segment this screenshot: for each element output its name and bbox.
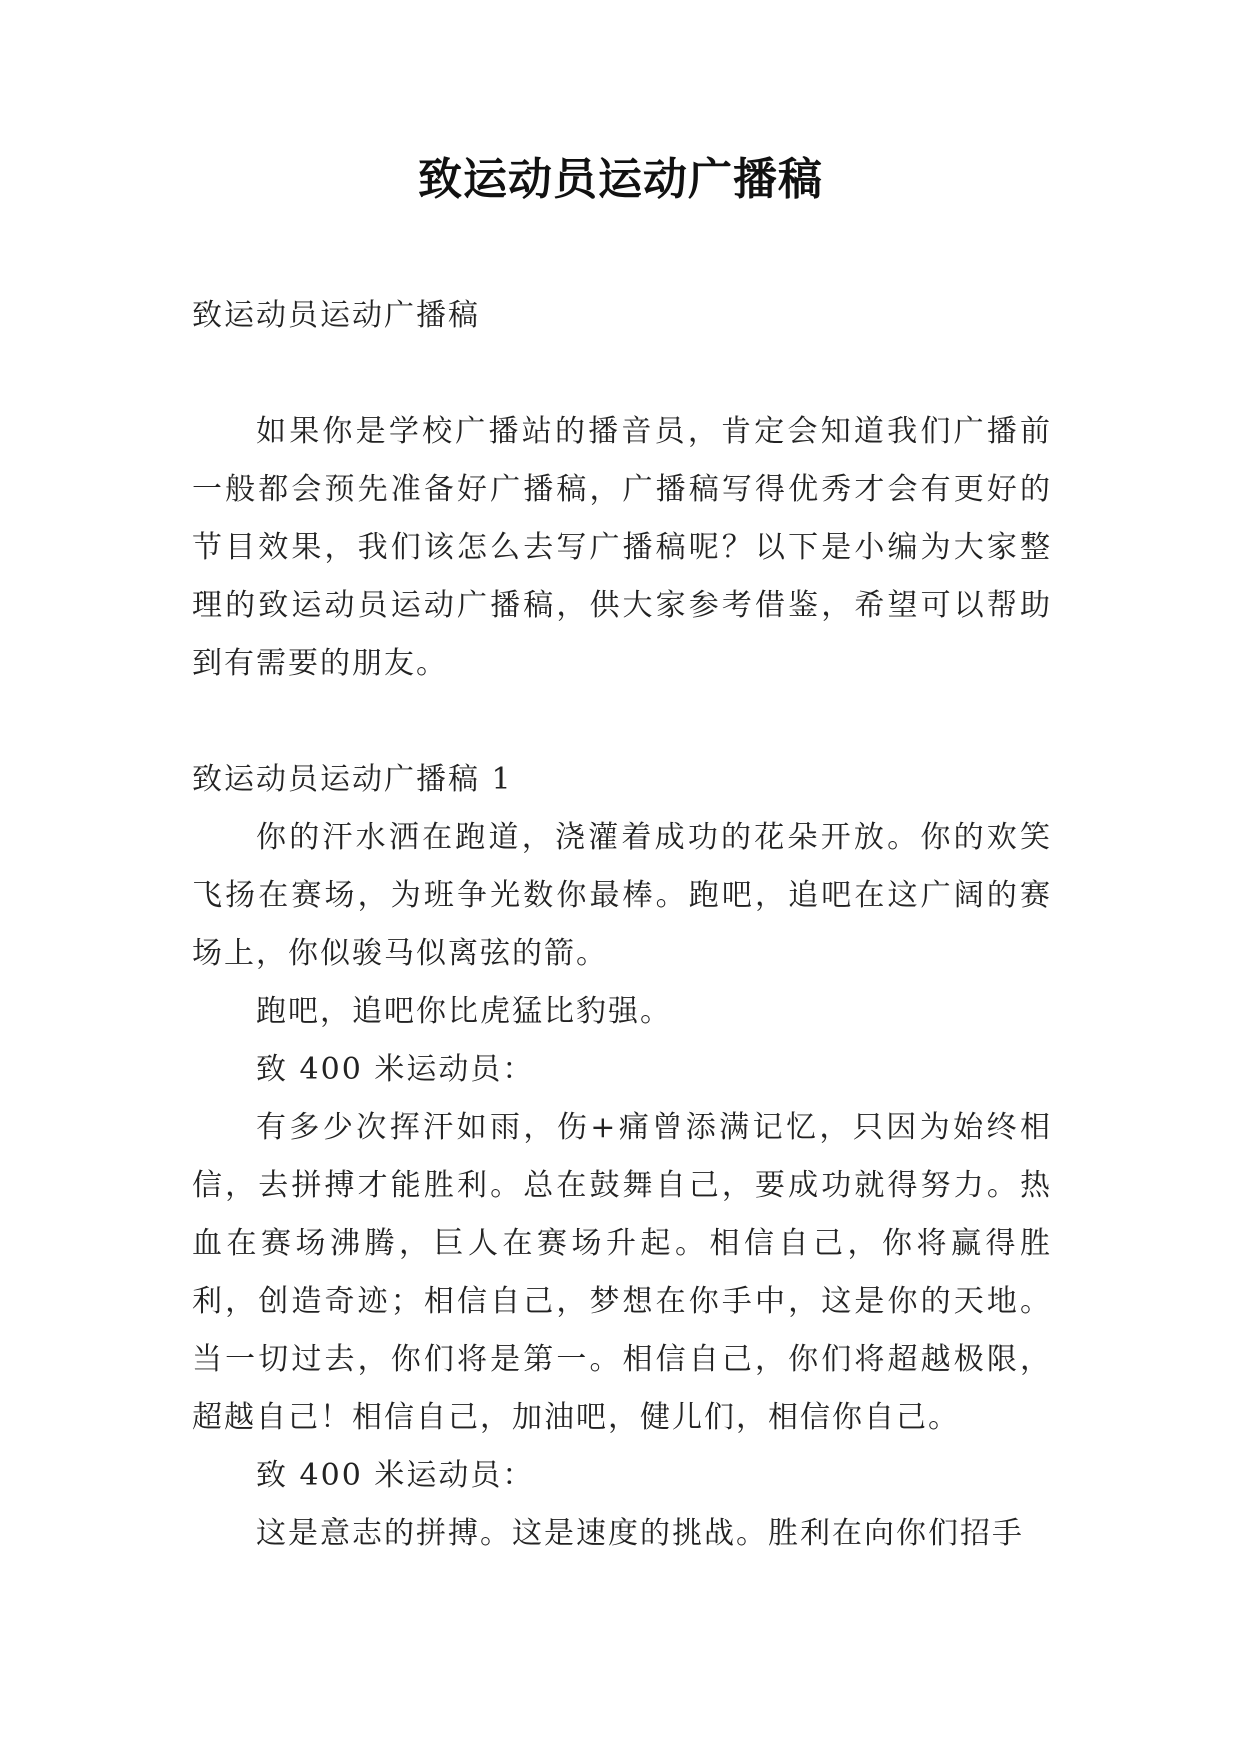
- document-title: 致运动员运动广播稿: [418, 154, 823, 205]
- body-paragraph: 这是意志的拼搏。这是速度的挑战。胜利在向你们招手: [256, 1516, 1024, 1551]
- body-paragraph: 有多少次挥汗如雨，伤+痛曾添满记忆，只因为始终相信，去拼搏才能胜利。总在鼓舞自己，要成功就得努力。热血在赛场沸腾，巨人在赛场升起。相信自己，你将赢得胜利，创造奇迹；相信自己，梦想在你手中，这是你的天地。当一切过去，你们将是第一。相信自己，你们将超越极限，超越自己！相信自己，加油吧，健儿们，相信你自己。: [192, 1110, 1052, 1435]
- body-paragraph: 跑吧，追吧你比虎猛比豹强。: [256, 994, 672, 1029]
- intro-paragraph: 如果你是学校广播站的播音员，肯定会知道我们广播前一般都会预先准备好广播稿，广播稿写得优秀才会有更好的节目效果，我们该怎么去写广播稿呢？以下是小编为大家整理的致运动员运动广播稿，供大家参考借鉴，希望可以帮助到有需要的朋友。: [192, 414, 1052, 681]
- body-paragraph: 致 400 米运动员：: [256, 1052, 535, 1087]
- document-body: [192, 287, 1052, 1563]
- section-heading: 致运动员运动广播稿 1: [192, 762, 513, 797]
- document-subtitle: 致运动员运动广播稿: [192, 298, 480, 333]
- body-paragraph: 致 400 米运动员：: [256, 1458, 535, 1493]
- body-paragraph: 你的汗水洒在跑道，浇灌着成功的花朵开放。你的欢笑飞扬在赛场，为班争光数你最棒。跑吧，追吧在这广阔的赛场上，你似骏马似离弦的箭。: [192, 820, 1052, 971]
